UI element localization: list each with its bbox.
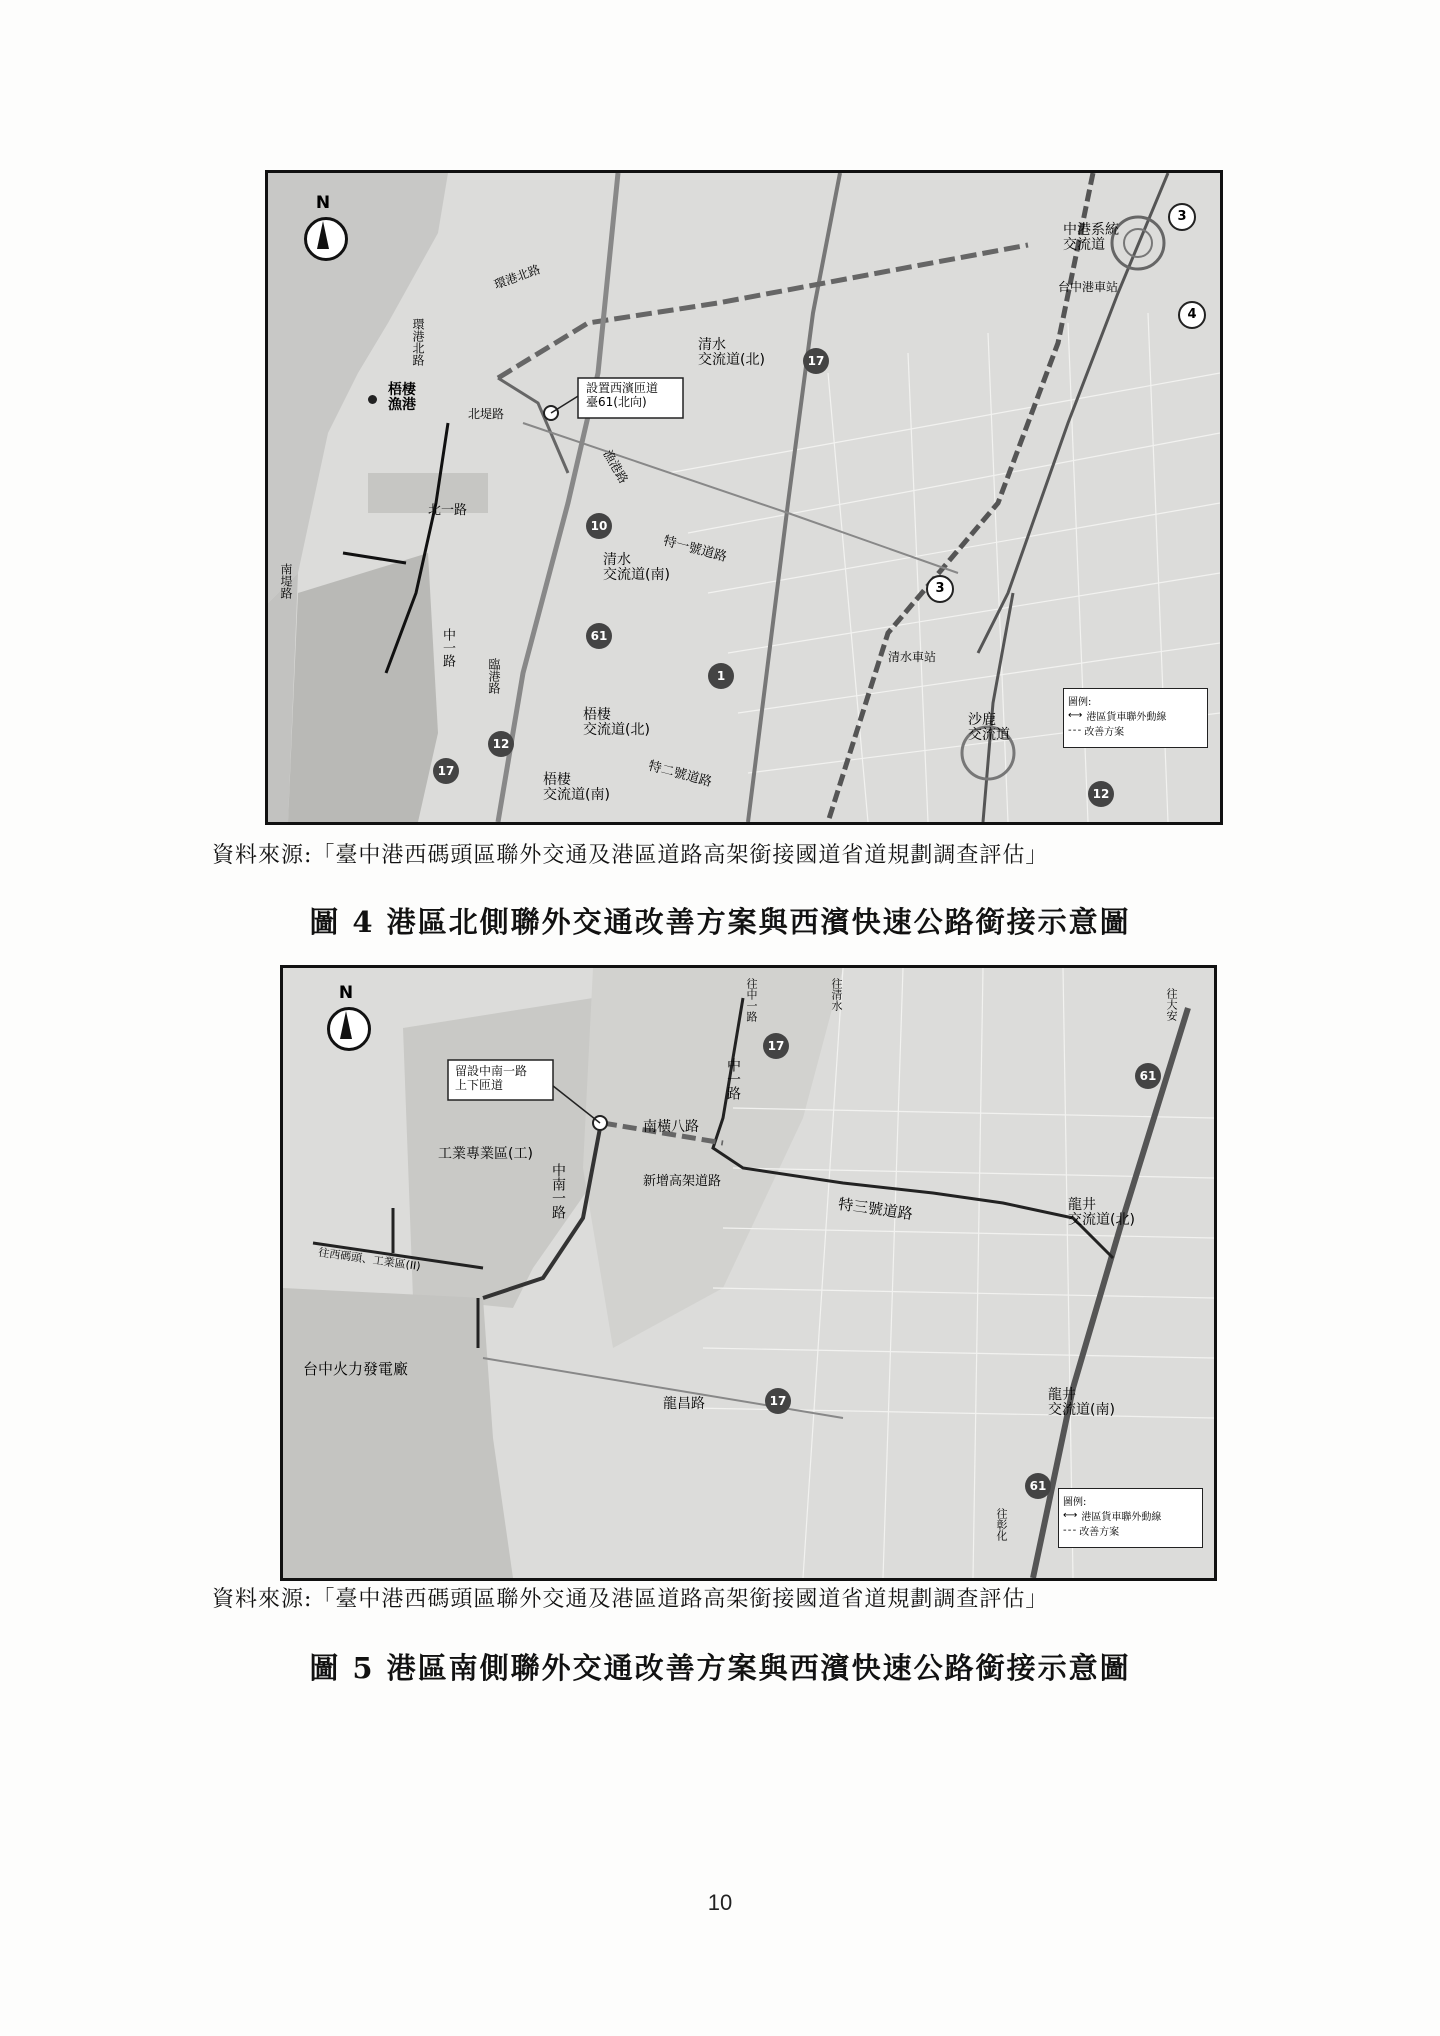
legend-item-2: 改善方案 [1079,1527,1120,1538]
legend-title: 圖例: [1068,697,1092,708]
label-linhai: 臨港路 [487,658,501,694]
label-to-north: 往中一路 [745,978,758,1022]
route-badge-17-top: 17 [763,1033,789,1059]
label-huangang-north: 環港北路 [492,262,543,292]
label-power-plant: 台中火力發電廠 [303,1360,409,1378]
route-badge-12-a: 12 [488,731,514,757]
legend-arrow-icon: ⟷ [1063,1510,1078,1521]
label-industrial: 工業專業區(工) [438,1146,533,1162]
legend-dash-icon: - - - [1068,725,1081,736]
figure-5-caption: 圖 5 港區南側聯外交通改善方案與西濱快速公路銜接示意圖 [309,1651,1131,1685]
label-zhonggang-jct: 中港系統 交流道 [1063,222,1119,254]
figure-4-source: 資料來源:「臺中港西碼頭區聯外交通及港區道路高架銜接國道省道規劃調查評估」 [212,843,1049,868]
label-huangang-north-2: 環港北路 [411,318,425,366]
legend-arrow-icon: ⟷ [1068,710,1083,721]
label-teer: 特二號道路 [646,758,714,791]
label-taichung-station: 台中港車站 [1058,280,1119,294]
page-number: 10 [707,1890,733,1915]
legend [1063,688,1208,748]
legend-item-2: 改善方案 [1084,727,1125,738]
label-qingshui-station: 清水車站 [888,650,937,664]
label-longjing-n: 龍井 交流道(北) [1068,1197,1135,1229]
route-badge-1: 1 [708,663,734,689]
figure-4-map [265,170,1223,825]
legend [1058,1488,1203,1548]
label-new-elevated: 新增高架道路 [643,1174,722,1189]
route-badge-3-top: 3 [1168,203,1196,231]
figure-5-map [280,965,1217,1581]
label-teyi: 特一號道路 [661,533,729,566]
label-wuqi-s: 梧棲 交流道(南) [543,772,610,804]
route-badge-3-mid: 3 [926,575,954,603]
label-beiyi: 北一路 [428,503,468,518]
label-to-zhanghua: 往彰化 [995,1508,1008,1541]
route-badge-17-mid: 17 [765,1388,791,1414]
callout-west-ramp: 設置西濱匝道 臺61(北向) [586,381,659,410]
label-tesan: 特三號道路 [837,1194,914,1224]
fishport-marker-icon [368,395,377,404]
figure-5-source: 資料來源:「臺中港西碼頭區聯外交通及港區道路高架銜接國道省道規劃調查評估」 [212,1587,1049,1612]
label-qingshui-s: 清水 交流道(南) [603,552,670,584]
label-zhongyi: 中一路 [725,1058,741,1100]
label-zhongyi: 中一路 [440,628,455,667]
route-badge-61: 61 [586,623,612,649]
figure-4-caption: 圖 4 港區北側聯外交通改善方案與西濱快速公路銜接示意圖 [309,905,1131,939]
legend-title: 圖例: [1063,1497,1087,1508]
label-nanheng: 南橫八路 [643,1119,699,1135]
route-badge-10: 10 [586,513,612,539]
north-arrow-icon [323,983,369,1055]
route-badge-61-top: 61 [1135,1063,1161,1089]
route-badge-4: 4 [1178,301,1206,329]
legend-item-1: 港區貨車聯外動線 [1081,1512,1162,1523]
label-to-daan: 往大安 [1165,988,1178,1021]
label-wuqi-n: 梧棲 交流道(北) [583,707,650,739]
callout-ramp: 留設中南一路 上下匝道 [455,1064,528,1093]
route-badge-12-b: 12 [1088,781,1114,807]
label-longchang: 龍昌路 [663,1396,705,1412]
route-badge-17-a: 17 [803,348,829,374]
label-qingshui-n: 清水 交流道(北) [698,337,765,369]
north-arrow-icon [300,193,346,265]
north-label: N [338,983,354,1003]
label-yugang: 漁港路 [600,447,631,486]
label-wuqi-fishport: 梧棲 漁港 [388,382,416,414]
route-badge-61-bottom: 61 [1025,1473,1051,1499]
label-shalu: 沙鹿 交流道 [968,712,1010,744]
route-badge-17-b: 17 [433,758,459,784]
legend-dash-icon: - - - [1063,1525,1076,1536]
label-beidi: 北堤路 [468,407,505,421]
label-to-west: 往西碼頭、工業區(II) [317,1245,422,1274]
label-zhongnan: 中南一路 [550,1163,566,1219]
label-nandi: 南堤路 [279,563,293,599]
label-to-qingshui: 往清水 [830,978,843,1011]
label-longjing-s: 龍井 交流道(南) [1048,1387,1115,1419]
figure-5-map-graphic [283,968,1214,1578]
legend-item-1: 港區貨車聯外動線 [1086,712,1167,723]
north-label: N [315,193,331,213]
